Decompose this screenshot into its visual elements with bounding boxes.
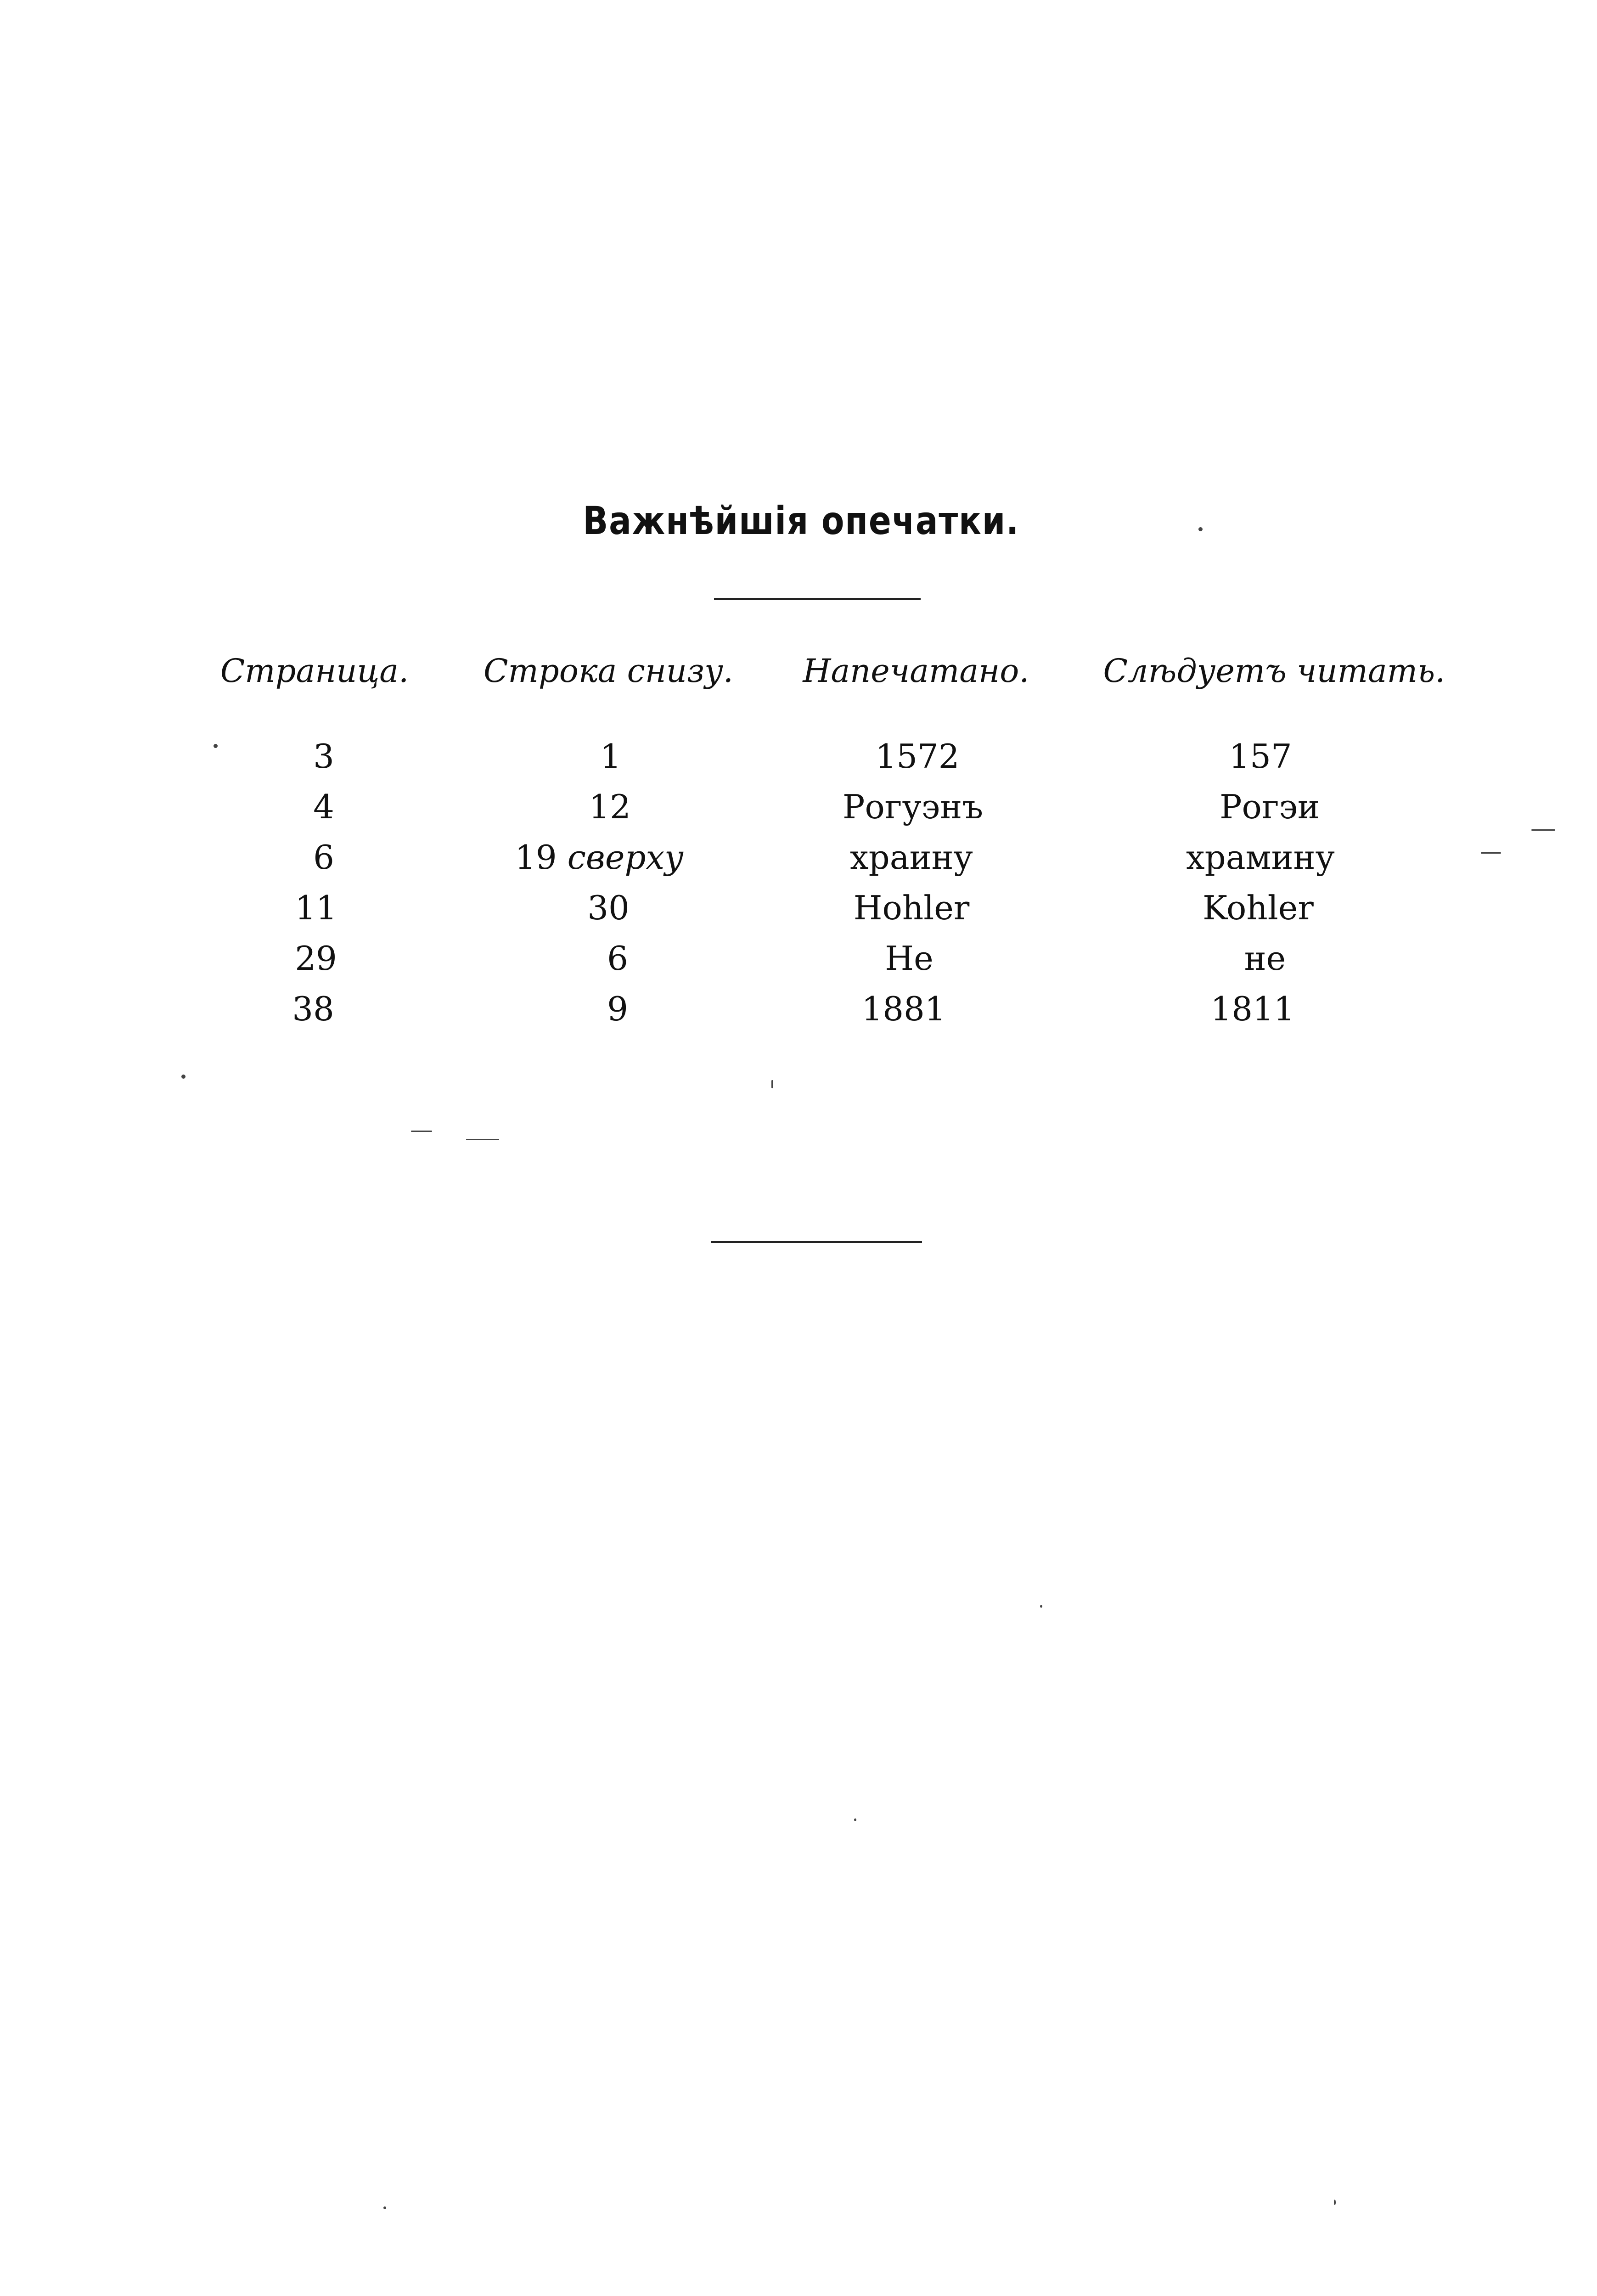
column-header-printed: Напечатано. xyxy=(803,652,1029,690)
cell-line: 9 xyxy=(607,990,628,1028)
cell-printed: 1572 xyxy=(875,737,960,776)
cell-line: 6 xyxy=(607,939,628,978)
scan-speck xyxy=(383,2206,386,2209)
cell-line: 1 xyxy=(600,737,621,776)
cell-page: 38 xyxy=(292,990,334,1028)
scan-speck xyxy=(1481,852,1501,854)
cell-page: 6 xyxy=(313,838,334,877)
closing-divider xyxy=(711,1241,922,1243)
title-divider xyxy=(714,598,921,600)
scan-speck xyxy=(1531,829,1555,831)
cell-line: 30 xyxy=(587,889,630,927)
cell-correct: храмину xyxy=(1186,838,1335,877)
cell-correct: 1811 xyxy=(1210,990,1295,1028)
column-header-line: Строка снизу. xyxy=(483,652,734,690)
cell-page: 3 xyxy=(313,737,334,776)
cell-page: 11 xyxy=(295,889,337,927)
scan-speck xyxy=(181,1075,186,1079)
cell-line-number: 19 xyxy=(515,838,557,877)
cell-printed: Рогуэнъ xyxy=(843,788,983,826)
cell-correct: не xyxy=(1244,939,1286,978)
scan-speck xyxy=(1334,2200,1336,2205)
cell-correct: Kohler xyxy=(1203,889,1314,927)
cell-correct: Рогэи xyxy=(1220,788,1320,826)
cell-printed: храину xyxy=(850,838,973,877)
cell-line-note: сверху xyxy=(567,838,684,877)
cell-printed: 1881 xyxy=(861,990,946,1028)
page-title: Важнѣйшія опечатки. xyxy=(583,498,1020,543)
cell-page: 29 xyxy=(295,939,337,978)
scan-speck xyxy=(411,1131,432,1132)
cell-line: 12 xyxy=(589,788,631,826)
cell-page: 4 xyxy=(313,788,334,826)
column-header-correct: Слѣдуетъ читать. xyxy=(1103,652,1445,690)
cell-printed: Hohler xyxy=(853,889,970,927)
scan-speck xyxy=(466,1139,499,1140)
scan-speck xyxy=(854,1818,856,1821)
scan-speck xyxy=(214,744,218,748)
cell-line xyxy=(515,838,684,877)
cell-printed: Не xyxy=(885,939,933,978)
cell-correct: 157 xyxy=(1229,737,1292,776)
scan-speck xyxy=(1198,527,1203,531)
scan-speck xyxy=(1040,1605,1042,1608)
column-header-page: Страница. xyxy=(220,652,409,690)
scan-speck xyxy=(771,1080,773,1088)
